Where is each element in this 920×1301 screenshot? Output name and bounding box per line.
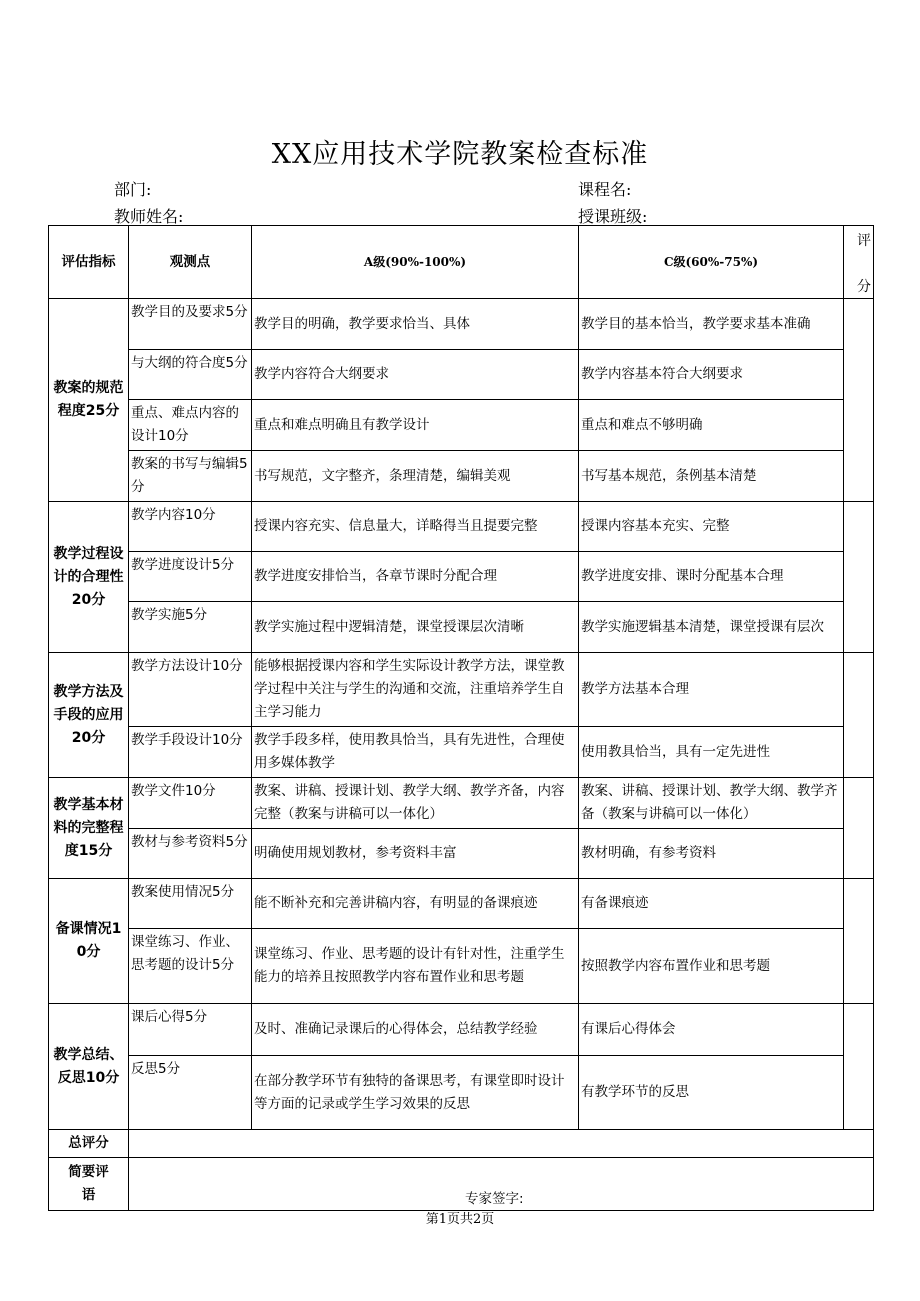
table-row — [49, 602, 874, 653]
observation-point: 教学文件10分 — [129, 778, 252, 829]
observation-point: 重点、难点内容的设计10分 — [129, 400, 252, 451]
table-row — [49, 552, 874, 602]
grade-c-criteria: 有备课痕迹 — [579, 879, 844, 929]
grade-c-criteria: 教学进度安排、课时分配基本合理 — [579, 552, 844, 602]
table-row — [49, 653, 874, 727]
observation-point: 教学实施5分 — [129, 602, 252, 653]
grade-a-criteria: 授课内容充实、信息量大，详略得当且提要完整 — [252, 502, 579, 552]
observation-point: 教材与参考资料5分 — [129, 829, 252, 879]
observation-point: 教学方法设计10分 — [129, 653, 252, 727]
observation-point: 课堂练习、作业、思考题的设计5分 — [129, 929, 252, 1004]
table-row — [49, 350, 874, 400]
table-header-row — [49, 226, 874, 299]
observation-point: 教学目的及要求5分 — [129, 299, 252, 350]
grade-c-criteria: 教材明确，有参考资料 — [579, 829, 844, 879]
score-cell[interactable] — [844, 778, 874, 879]
category-cell: 教学方法及手段的应用20分 — [49, 653, 129, 778]
grade-c-criteria: 教学方法基本合理 — [579, 653, 844, 727]
table-row — [49, 829, 874, 879]
grade-a-criteria: 教学实施过程中逻辑清楚，课堂授课层次清晰 — [252, 602, 579, 653]
observation-point: 教学手段设计10分 — [129, 727, 252, 778]
comment-row — [49, 1158, 874, 1211]
observation-point: 课后心得5分 — [129, 1004, 252, 1056]
table-row — [49, 1004, 874, 1056]
table-row — [49, 451, 874, 502]
observation-point: 教学进度设计5分 — [129, 552, 252, 602]
table-row — [49, 1056, 874, 1130]
table-row — [49, 299, 874, 350]
score-cell[interactable] — [844, 653, 874, 778]
header-score-char-2: 分 — [857, 279, 871, 295]
grade-c-criteria: 授课内容基本充实、完整 — [579, 502, 844, 552]
table-row — [49, 727, 874, 778]
header-grade-a: A级(90%-100%) — [252, 226, 579, 299]
grade-a-criteria: 教学进度安排恰当，各章节课时分配合理 — [252, 552, 579, 602]
grade-a-criteria: 课堂练习、作业、思考题的设计有针对性，注重学生能力的培养且按照教学内容布置作业和思考题 — [252, 929, 579, 1004]
table-row — [49, 502, 874, 552]
header-score — [844, 226, 874, 299]
header-indicator: 评估指标 — [49, 226, 129, 299]
grade-a-criteria: 明确使用规划教材，参考资料丰富 — [252, 829, 579, 879]
table-row — [49, 778, 874, 829]
expert-signature-label: 专家签字: — [465, 1191, 524, 1207]
category-cell: 教学基本材料的完整程度15分 — [49, 778, 129, 879]
observation-point: 教案的书写与编辑5分 — [129, 451, 252, 502]
grade-a-criteria: 教案、讲稿、授课计划、教学大纲、教学齐备，内容完整（教案与讲稿可以一体化） — [252, 778, 579, 829]
grade-a-criteria: 及时、准确记录课后的心得体会，总结教学经验 — [252, 1004, 579, 1056]
grade-c-criteria: 教学目的基本恰当，教学要求基本准确 — [579, 299, 844, 350]
grade-c-criteria: 使用教具恰当，具有一定先进性 — [579, 727, 844, 778]
grade-a-criteria: 教学手段多样，使用教具恰当，具有先进性，合理使用多媒体教学 — [252, 727, 579, 778]
grade-a-criteria: 教学目的明确，教学要求恰当、具体 — [252, 299, 579, 350]
category-cell: 教案的规范程度25分 — [49, 299, 129, 502]
grade-a-criteria: 在部分教学环节有独特的备课思考，有课堂即时设计等方面的记录或学生学习效果的反思 — [252, 1056, 579, 1130]
grade-a-criteria: 教学内容符合大纲要求 — [252, 350, 579, 400]
grade-c-criteria: 教案、讲稿、授课计划、教学大纲、教学齐备（教案与讲稿可以一体化） — [579, 778, 844, 829]
grade-c-criteria: 教学实施逻辑基本清楚，课堂授课有层次 — [579, 602, 844, 653]
observation-point: 与大纲的符合度5分 — [129, 350, 252, 400]
grade-c-criteria: 教学内容基本符合大纲要求 — [579, 350, 844, 400]
department-label: 部门: — [114, 180, 152, 199]
header-point: 观测点 — [129, 226, 252, 299]
category-cell: 备课情况10分 — [49, 879, 129, 1004]
grade-a-criteria: 能够根据授课内容和学生实际设计教学方法，课堂教学过程中关注与学生的沟通和交流，注重培养学生自主学习能力 — [252, 653, 579, 727]
score-cell[interactable] — [844, 299, 874, 502]
total-score-field[interactable] — [129, 1130, 874, 1158]
table-row — [49, 929, 874, 1004]
total-score-row — [49, 1130, 874, 1158]
grade-a-criteria: 书写规范，文字整齐，条理清楚，编辑美观 — [252, 451, 579, 502]
grade-a-criteria: 重点和难点明确且有教学设计 — [252, 400, 579, 451]
header-grade-c: C级(60%-75%) — [579, 226, 844, 299]
observation-point: 教学内容10分 — [129, 502, 252, 552]
table-row — [49, 879, 874, 929]
category-cell: 教学总结、反思10分 — [49, 1004, 129, 1130]
grade-c-criteria: 有课后心得体会 — [579, 1004, 844, 1056]
header-score-char-1: 评 — [857, 233, 871, 249]
category-cell: 教学过程设计的合理性20分 — [49, 502, 129, 653]
grade-c-criteria: 有教学环节的反思 — [579, 1056, 844, 1130]
score-cell[interactable] — [844, 1004, 874, 1130]
score-cell[interactable] — [844, 879, 874, 1004]
score-cell[interactable] — [844, 502, 874, 653]
course-label: 课程名: — [578, 180, 632, 199]
grade-c-criteria: 书写基本规范，条例基本清楚 — [579, 451, 844, 502]
grade-c-criteria: 重点和难点不够明确 — [579, 400, 844, 451]
grade-a-criteria: 能不断补充和完善讲稿内容，有明显的备课痕迹 — [252, 879, 579, 929]
observation-point: 反思5分 — [129, 1056, 252, 1130]
teacher-label: 教师姓名: — [114, 207, 184, 226]
class-label: 授课班级: — [578, 207, 648, 226]
observation-point: 教案使用情况5分 — [129, 879, 252, 929]
standards-table — [48, 225, 874, 1211]
total-score-label: 总评分 — [49, 1130, 129, 1158]
comment-label: 简要评语 — [49, 1158, 129, 1211]
grade-c-criteria: 按照教学内容布置作业和思考题 — [579, 929, 844, 1004]
page-footer: 第1页共2页 — [425, 1212, 495, 1227]
page-title: XX应用技术学院教案检查标准 — [271, 139, 649, 170]
table-row — [49, 400, 874, 451]
